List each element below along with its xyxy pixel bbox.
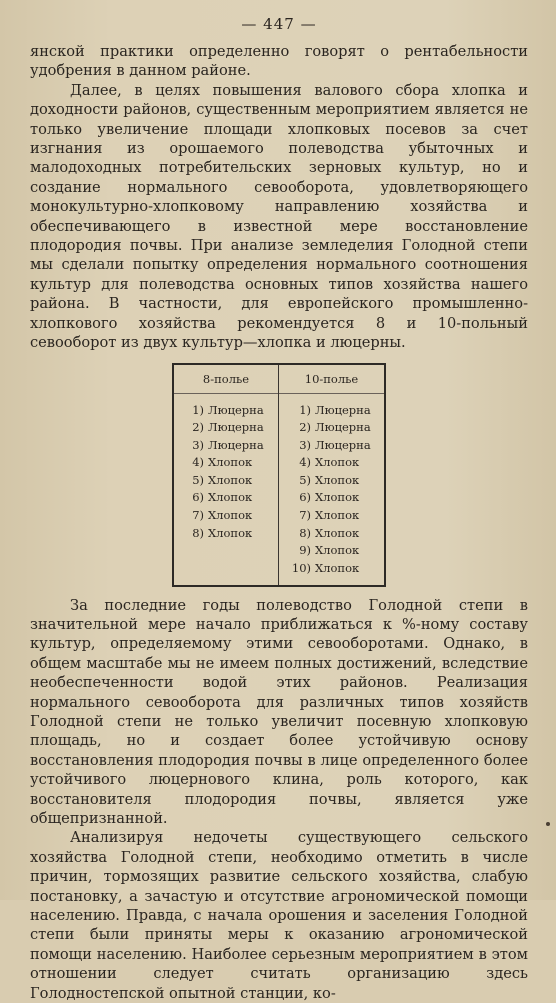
rotation-10-list [279,394,384,578]
rotation-10-column [279,365,384,585]
field-number: 10) [291,560,311,575]
field-number: 2) [192,420,204,435]
field-crop: Люцерна [315,420,371,435]
rotation-field-row [279,507,384,525]
crop-rotation-table [172,363,386,587]
rotation-8-column [174,365,279,585]
field-crop: Хлопок [208,472,253,487]
rotation-field-row [279,402,384,420]
field-number: 6) [299,490,311,505]
rotation-field-row [279,525,384,543]
rotation-field-row [279,489,384,507]
rotation-field-row [174,454,278,472]
ink-speck [546,822,550,826]
field-number: 4) [192,455,204,470]
rotation-field-row [279,542,384,560]
field-crop: Люцерна [208,420,264,435]
field-number: 3) [192,437,204,452]
rotation-field-row [174,402,278,420]
rotation-field-row [174,472,278,490]
rotation-field-row [279,454,384,472]
paragraph-4: Анализируя недочеты существующего сельского хозяйства Голодной степи, необходимо отметить в числе причин, тормозящих развитие сельского хозяйства, слабую постановку, а зачастую и отсутствие агрономической помощи населению. Правда, с начала орошения и заселения Голодной степи были приняты меры к оказанию агрономической помощи населению. Наиболее серьезным мероприятием в этом отношении следует считать организацию здесь Голодностепской опытной станции, ко- [30,829,528,1002]
rotation-field-row [279,419,384,437]
field-number: 3) [299,437,311,452]
rotation-field-row [279,472,384,490]
rotation-10-header: 10-полье [279,365,384,394]
field-crop: Люцерна [315,402,371,417]
rotation-field-row [279,560,384,578]
field-crop: Хлопок [208,490,253,505]
field-number: 6) [192,490,204,505]
field-number: 2) [299,420,311,435]
field-crop: Хлопок [315,455,360,470]
paragraph-1: янской практики определенно говорят о рентабельности удобрения в данном районе. [30,43,528,80]
field-number: 7) [299,508,311,523]
field-number: 8) [299,525,311,540]
rotation-8-header: 8-полье [174,365,278,394]
field-crop: Люцерна [315,437,371,452]
field-crop: Хлопок [315,508,360,523]
field-crop: Хлопок [208,525,253,540]
field-crop: Хлопок [315,543,360,558]
rotation-field-row [279,437,384,455]
field-number: 9) [299,543,311,558]
rotation-field-row [174,437,278,455]
field-number: 4) [299,455,311,470]
rotation-field-row [174,419,278,437]
rotation-8-list [174,394,278,543]
rotation-field-row [174,525,278,543]
field-crop: Люцерна [208,402,264,417]
paragraph-2: Далее, в целях повышения валового сбора хлопка и доходности районов, существенным мероприятием является не только увеличение площади хлопковых посевов за счет изгнания из орошаемого полеводства убыточных и малодоходных потребительских зерновых культур, но и создание нормального севооборота, удовлетворяющего монокультурно-хлопковому направлению хозяйства и обеспечивающего в известной мере восстановление плодородия почвы. При анализе земледелия Голодной степи мы сделали попытку определения нормального соотношения культур для полеводства основных типов хозяйства нашего района. В частности, для европейского промышленно-хлопкового хозяйства рекомендуется 8 и 10-польный севооборот из двух культур—хлопка и люцерны. [30,81,528,352]
field-crop: Хлопок [315,490,360,505]
field-number: 8) [192,525,204,540]
field-number: 7) [192,508,204,523]
field-number: 1) [299,402,311,417]
field-number: 5) [299,472,311,487]
page-number: — 447 — [241,15,317,33]
paragraph-3: За последние годы полеводство Голодной степи в значительной мере начало приближаться к %-ному составу культур, определяемому этими севооборотами. Однако, в общем масштабе мы не имеем полных достижений, вследствие необеспеченности водой этих районов. Реализация нормального севооборота для различных типов хозяйств Голодной степи не только увеличит посевную хлопковую площадь, но и создает более устойчивую основу восстановления плодородия почвы в лице определенного более устойчивого люцернового клина, роль которого, как восстановителя плодородия почвы, является уже общепризнанной. [30,596,528,827]
field-crop: Хлопок [315,560,360,575]
rotation-field-row [174,507,278,525]
field-number: 1) [192,402,204,417]
field-crop: Хлопок [208,508,253,523]
rotation-field-row [174,489,278,507]
field-crop: Люцерна [208,437,264,452]
field-crop: Хлопок [208,455,253,470]
field-crop: Хлопок [315,525,360,540]
field-number: 5) [192,472,204,487]
field-crop: Хлопок [315,472,360,487]
